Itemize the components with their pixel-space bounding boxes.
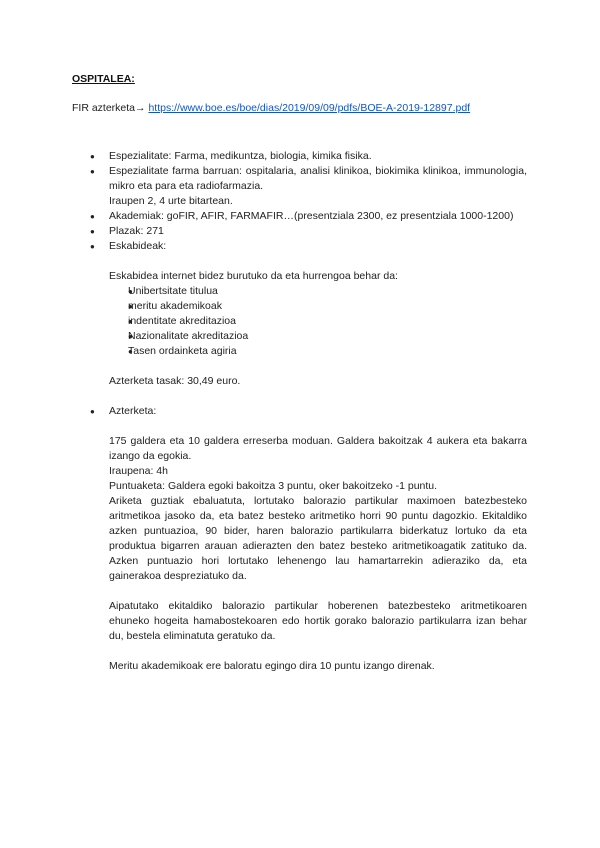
azterketa-iraupena: Iraupena: 4h: [109, 465, 168, 477]
list-item: ● Nazionalitate akreditazioa: [128, 329, 527, 344]
iraupena-text: Iraupen 2, 4 urte bitartean.: [109, 195, 233, 207]
boe-link[interactable]: https://www.boe.es/boe/dias/2019/09/09/pdfs/BOE-A-2019-12897.pdf: [148, 102, 471, 114]
bullet-akademiak: ● Akademiak: goFIR, AFIR, FARMAFIR…(presentziala 2300, ez presentziala 1000-1200): [90, 209, 527, 224]
eskabideak-intro: Eskabidea internet bidez burutuko da eta hurrengoa behar da:: [109, 270, 398, 282]
bullet-azterketa: ● Azterketa:: [90, 404, 527, 419]
azterketa-p4: Meritu akademikoak ere baloratu egingo dira 10 puntu izango direnak.: [109, 660, 435, 672]
fir-label: FIR azterketa→: [72, 102, 149, 114]
bullet-eskabideak: ● Eskabideak:: [90, 239, 527, 254]
azterketa-bullet-list: [90, 404, 527, 419]
bullet-especialitate: ● Espezialitate: Farma, medikuntza, biologia, kimika fisika.: [90, 149, 527, 164]
eskabideak-list: [128, 284, 527, 359]
azterketa-p1: 175 galdera eta 10 galdera erreserba moduan. Galdera bakoitzak 4 aukera eta bakarra izango da egokia.: [109, 435, 527, 462]
eskabideak-section: [90, 269, 527, 389]
page-title: OSPITALEA:: [72, 73, 135, 85]
bullet-farma-barruan: [90, 164, 527, 209]
farma-barruan-text: Espezialitate farma barruan: ospitalaria, analisi klinikoa, biokimika klinikoa, immunologia, mikro eta para eta radiofarmazia.: [109, 165, 527, 192]
azterketa-p2: Ariketa guztiak ebaluatuta, lortutako balorazio partikular maximoen batezbesteko aritmetikoa jasoko da, eta batez besteko aritmetiko horri 90 puntu dagozkio. Ekitaldiko azken puntuazioa, 90 bider, haren balorazio partikularra biderkatuz lortuko da eta produktua bigarren arauan adierazten den batez besteko aritmetikoagatik zatituko da. Azken puntuazio hori lortutako lehenengo lau hamartarrekin adieraziko da, eta gainerakoa despreziatuko da.: [109, 495, 527, 582]
list-item: ● meritu akademikoak: [128, 299, 527, 314]
list-item: ● Unibertsitate titulua: [128, 284, 527, 299]
azterketa-puntuaketa: Puntuaketa: Galdera egoki bakoitza 3 puntu, oker bakoitzeko -1 puntu.: [109, 480, 438, 492]
tasak-text: Azterketa tasak: 30,49 euro.: [109, 375, 241, 387]
list-item: ● indentitate akreditazioa: [128, 314, 527, 329]
fir-line: [72, 102, 470, 114]
main-bullet-list: [90, 149, 527, 254]
azterketa-section: [90, 434, 527, 674]
main-content: [90, 149, 527, 674]
list-item: ● Tasen ordainketa agiria: [128, 344, 527, 359]
azterketa-p3: Aipatutako ekitaldiko balorazio partikular hoberenen batezbesteko aritmetikoaren ehuneko hogeita hamabostekoaren edo hortik gorako balorazio partikularra izan behar du, bestela eliminatuta geratuko da.: [109, 600, 527, 642]
bullet-plazak: ● Plazak: 271: [90, 224, 527, 239]
